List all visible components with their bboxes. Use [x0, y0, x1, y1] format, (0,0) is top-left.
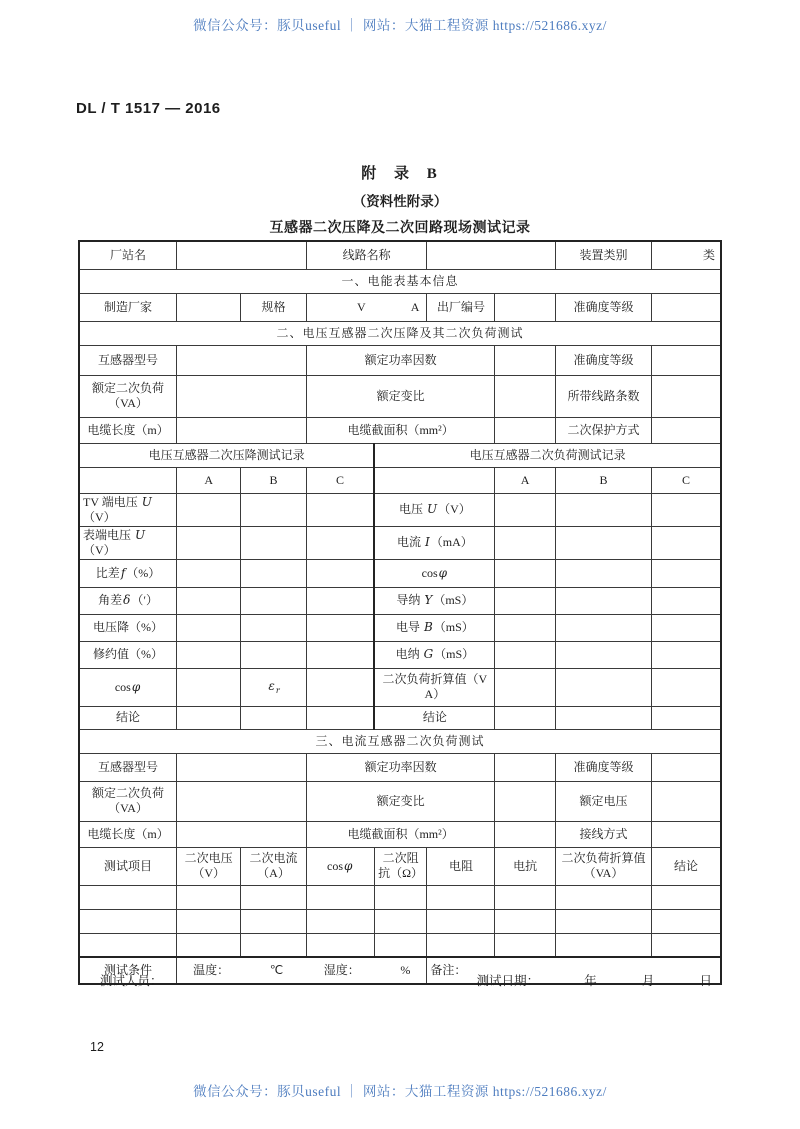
- label-text: V: [357, 299, 366, 314]
- label-text: 电压互感器二次压降测试记录: [148, 447, 305, 462]
- record-title: 互感器二次压降及二次回路现场测试记录: [269, 221, 531, 236]
- field-value-empty: [241, 933, 306, 957]
- label-text: 二次电压（V）: [184, 851, 233, 880]
- label-text: 测试项目: [104, 858, 153, 873]
- title-block: [0, 162, 800, 237]
- field-value-empty: [177, 345, 307, 375]
- field-value-empty: [652, 345, 721, 375]
- field-value-empty: [652, 706, 721, 729]
- field-value-empty: [495, 781, 555, 821]
- field-value-empty: [427, 933, 495, 957]
- field-value-empty: [495, 821, 555, 847]
- field-value-empty: [495, 668, 555, 706]
- field-label: [555, 847, 651, 885]
- field-value-empty: [652, 614, 721, 641]
- label-text: 出厂编号: [436, 299, 485, 314]
- label-text: I: [425, 535, 430, 549]
- label-text: （mS）: [433, 593, 474, 607]
- label-text: 制造厂家: [104, 299, 153, 314]
- field-label: [306, 417, 495, 443]
- label-text: 结论: [674, 858, 699, 873]
- section-header: [79, 729, 721, 753]
- label-text: A: [204, 472, 213, 487]
- label-text: 结论: [116, 710, 141, 724]
- field-value-empty: [427, 909, 495, 933]
- label-text: （%）: [126, 565, 161, 580]
- field-value-empty: [177, 559, 241, 587]
- field-label: [306, 241, 427, 269]
- field-value-empty: [652, 821, 721, 847]
- epsilon-label: [241, 668, 306, 706]
- table-row: [79, 241, 721, 269]
- label-text: 电缆长度（m）: [87, 826, 169, 841]
- table-row: [79, 293, 721, 321]
- test-date-block: [477, 971, 722, 989]
- table-row: [79, 526, 721, 559]
- label-text: 规格: [261, 299, 286, 314]
- label-text: 线路名称: [342, 247, 391, 262]
- table-row: [79, 375, 721, 417]
- field-value-empty: [652, 559, 721, 587]
- field-value-empty: [306, 526, 374, 559]
- label-text: B: [269, 472, 278, 487]
- table-row: [79, 729, 721, 753]
- label-text: 二次负荷折算值（VA）: [382, 672, 488, 701]
- label-text: φ: [344, 858, 353, 873]
- field-value-empty: [555, 706, 651, 729]
- spec-units: [306, 293, 427, 321]
- field-label: [79, 526, 177, 559]
- field-value-empty: [177, 293, 241, 321]
- field-value-empty: [177, 753, 307, 781]
- table-row: [79, 559, 721, 587]
- field-value-empty: [495, 345, 555, 375]
- field-value-empty: [79, 933, 177, 957]
- label-text: 一、电能表基本信息: [341, 273, 459, 288]
- field-value-empty: [306, 933, 374, 957]
- field-label: [79, 821, 177, 847]
- field-value-empty: [177, 909, 241, 933]
- field-value-empty: [177, 781, 307, 821]
- label-text: 电缆长度（m）: [87, 422, 169, 437]
- field-value-empty: [306, 559, 374, 587]
- table-row: [79, 885, 721, 909]
- field-label: [79, 587, 177, 614]
- label-text: U: [141, 494, 152, 509]
- field-value-empty: [495, 753, 555, 781]
- field-value-empty: [306, 668, 374, 706]
- field-value-empty: [495, 417, 555, 443]
- field-value-empty: [241, 706, 306, 729]
- label-text: 温度：: [193, 963, 230, 977]
- field-label: [374, 614, 495, 641]
- field-value-empty: [306, 641, 374, 668]
- field-value-empty: [555, 933, 651, 957]
- field-label: [306, 753, 495, 781]
- field-label: [241, 847, 306, 885]
- label-text: φ: [438, 565, 448, 580]
- label-text: 所带线路条数: [567, 388, 640, 403]
- field-label: [79, 241, 177, 269]
- field-label: [652, 467, 721, 493]
- field-value-empty: [79, 909, 177, 933]
- label-text: 电纳: [395, 647, 423, 661]
- label-text: （V）: [83, 542, 116, 557]
- field-value-empty: [177, 587, 241, 614]
- field-label: [79, 706, 177, 729]
- label-text: ℃: [269, 963, 284, 977]
- label-text: 备注：: [430, 963, 467, 977]
- field-label: [241, 293, 306, 321]
- label-text: 互感器型号: [98, 352, 159, 367]
- label-text: 湿度：: [323, 963, 360, 977]
- field-value-empty: [427, 885, 495, 909]
- table-row: [79, 821, 721, 847]
- label-text: 互感器型号: [98, 759, 159, 774]
- field-label: [177, 847, 241, 885]
- field-value-empty: [177, 417, 307, 443]
- label-text: φ: [131, 679, 141, 694]
- field-value-empty: [495, 375, 555, 417]
- field-value-empty: [241, 526, 306, 559]
- date-label: 测试日期：: [476, 974, 540, 988]
- top-watermark: 微信公众号：豚贝useful ｜ 网站：大猫工程资源 https://521686.xyz/: [193, 18, 607, 33]
- field-label: [555, 781, 651, 821]
- field-label: [555, 417, 651, 443]
- field-value-empty: [652, 885, 721, 909]
- field-value-empty: [652, 526, 721, 559]
- field-label: [79, 614, 177, 641]
- field-label: [79, 417, 177, 443]
- field-label: [652, 847, 721, 885]
- field-label: [374, 668, 495, 706]
- table-row: [79, 933, 721, 957]
- field-value-empty: [495, 493, 555, 526]
- label-text: cos: [327, 858, 344, 873]
- field-value-empty: [555, 614, 651, 641]
- table-row: [79, 417, 721, 443]
- label-text: 额定变比: [376, 388, 425, 403]
- field-value-empty: [79, 885, 177, 909]
- label-text: 三、电流互感器二次负荷测试: [315, 733, 485, 748]
- label-text: cos: [421, 565, 438, 580]
- label-text: r: [275, 685, 280, 695]
- field-label: [306, 847, 374, 885]
- subtable-title-secondary-burden: [374, 443, 721, 467]
- label-text: 二、电压互感器二次压降及其二次负荷测试: [276, 325, 524, 340]
- field-value-empty: [306, 587, 374, 614]
- label-text: 修约值（%）: [93, 647, 164, 661]
- label-text: 电阻: [448, 858, 473, 873]
- appendix-subtitle: （资料性附录）: [352, 194, 448, 209]
- table-row: [79, 321, 721, 345]
- label-text: B: [599, 472, 608, 487]
- label-text: 测试条件: [104, 963, 153, 977]
- field-value-empty: [241, 493, 306, 526]
- table-row: [79, 753, 721, 781]
- table-row: [79, 345, 721, 375]
- field-label: [555, 467, 651, 493]
- table-row: [79, 614, 721, 641]
- label-text: 电缆截面积（mm²）: [347, 422, 454, 437]
- signature-row: [78, 971, 722, 989]
- label-text: （mS）: [434, 647, 475, 661]
- field-value-empty: [495, 526, 555, 559]
- label-text: 电压: [398, 502, 426, 516]
- field-label: [79, 293, 177, 321]
- field-label: [555, 293, 651, 321]
- field-label: [79, 847, 177, 885]
- field-value-empty: [652, 753, 721, 781]
- label-text: B: [423, 620, 433, 634]
- table-row: [79, 847, 721, 885]
- field-value-empty: [495, 909, 555, 933]
- label-text: （V）: [438, 502, 471, 516]
- label-text: 额定功率因数: [364, 759, 437, 774]
- label-text: Y: [424, 593, 433, 607]
- field-label: [79, 668, 177, 706]
- field-value-empty: [177, 706, 241, 729]
- appendix-title: 附 录 B: [361, 166, 439, 182]
- field-label: [555, 821, 651, 847]
- field-value-empty: [177, 493, 241, 526]
- label-text: 类: [702, 247, 715, 262]
- field-label: [306, 375, 495, 417]
- field-value-empty: [652, 293, 721, 321]
- label-text: U: [135, 527, 146, 542]
- label-text: （mS）: [433, 620, 474, 634]
- label-text: A: [410, 299, 420, 314]
- field-value-empty: [306, 706, 374, 729]
- field-value-empty: [555, 641, 651, 668]
- field-value-empty: [374, 933, 427, 957]
- label-text: 电流: [396, 535, 424, 549]
- subtable-title-voltage-drop: [79, 443, 374, 467]
- label-text: （V）: [83, 509, 116, 524]
- label-text: δ: [123, 593, 131, 607]
- page-number: 12: [90, 1040, 104, 1054]
- label-text: cos: [114, 679, 131, 694]
- field-label: [495, 847, 555, 885]
- field-value-empty: [652, 493, 721, 526]
- field-value-empty: [241, 885, 306, 909]
- section-header: [79, 321, 721, 345]
- field-label: [79, 641, 177, 668]
- field-value-empty: [555, 587, 651, 614]
- field-label: [555, 241, 651, 269]
- field-label: [79, 559, 177, 587]
- label-text: U: [426, 502, 438, 516]
- field-value-empty: [495, 587, 555, 614]
- label-text: 结论: [422, 710, 447, 724]
- field-label: [374, 641, 495, 668]
- test-record-table: [78, 240, 722, 985]
- label-text: 表端电压: [83, 527, 135, 542]
- field-value-empty: [177, 641, 241, 668]
- field-value-empty: [241, 614, 306, 641]
- standard-number: DL / T 1517 — 2016: [76, 100, 221, 117]
- field-value-empty: [495, 706, 555, 729]
- date-year-label: 年: [584, 974, 597, 988]
- field-label: [374, 847, 427, 885]
- field-label: [79, 753, 177, 781]
- label-text: A: [520, 472, 530, 487]
- field-value-empty: [652, 375, 721, 417]
- table-row: [79, 443, 721, 467]
- label-text: 电缆截面积（mm²）: [347, 826, 454, 841]
- table-row: [79, 909, 721, 933]
- field-label: [306, 345, 495, 375]
- field-label: [306, 781, 495, 821]
- field-value-empty: [555, 885, 651, 909]
- field-value-empty: [177, 526, 241, 559]
- field-value-empty: [241, 909, 306, 933]
- field-value-empty: [177, 885, 241, 909]
- label-text: ε: [268, 678, 275, 693]
- field-value-empty: [495, 885, 555, 909]
- field-value-empty: [241, 641, 306, 668]
- label-text: 二次电流（A）: [249, 851, 298, 880]
- field-label: [427, 293, 495, 321]
- field-value-empty: [555, 526, 651, 559]
- label-text: 装置类别: [579, 247, 628, 262]
- label-text: 电导: [395, 620, 423, 634]
- field-label: [374, 526, 495, 559]
- field-label: [79, 375, 177, 417]
- field-value-empty: [306, 909, 374, 933]
- label-text: C: [336, 472, 345, 487]
- field-value-empty: [241, 587, 306, 614]
- label-text: 导纳: [396, 593, 424, 607]
- field-value-empty: [241, 559, 306, 587]
- field-value-empty: [79, 467, 177, 493]
- table-row: [79, 668, 721, 706]
- label-text: 电抗: [513, 858, 538, 873]
- label-text: 额定二次负荷（VA）: [92, 381, 165, 410]
- field-value-empty: [306, 885, 374, 909]
- label-text: 电压互感器二次负荷测试记录: [469, 447, 626, 462]
- field-value-empty: [555, 559, 651, 587]
- label-text: 额定变比: [376, 793, 425, 808]
- field-label: [555, 375, 651, 417]
- table-row: [79, 467, 721, 493]
- field-value-empty: [652, 417, 721, 443]
- test-record-table-wrap: [78, 240, 722, 985]
- section-header: [79, 269, 721, 293]
- field-label: [427, 847, 495, 885]
- field-label: [374, 559, 495, 587]
- label-text: 准确度等级: [573, 299, 634, 314]
- tester-label: 测试人员：: [100, 974, 163, 988]
- field-value-empty: [374, 909, 427, 933]
- table-row: [79, 706, 721, 729]
- field-label: [374, 706, 495, 729]
- field-value-empty: [652, 587, 721, 614]
- label-text: 二次负荷折算值（VA）: [561, 851, 646, 880]
- field-label: [555, 753, 651, 781]
- label-text: （′）: [131, 593, 158, 607]
- date-month-label: 月: [641, 974, 655, 988]
- field-label: [79, 345, 177, 375]
- bottom-watermark: 微信公众号：豚贝useful ｜ 网站：大猫工程资源 https://521686.xyz/: [193, 1084, 607, 1099]
- label-text: （mA）: [430, 535, 473, 549]
- table-row: [79, 781, 721, 821]
- label-text: 额定功率因数: [364, 352, 437, 367]
- field-value-empty: [652, 781, 721, 821]
- field-label: [555, 345, 651, 375]
- field-value-empty: [177, 933, 241, 957]
- field-value-empty: [495, 641, 555, 668]
- field-value-empty: [652, 909, 721, 933]
- field-value-empty: [652, 641, 721, 668]
- field-label: [495, 467, 555, 493]
- table-row: [79, 269, 721, 293]
- label-text: 角差: [98, 593, 123, 607]
- label-text: f: [120, 565, 126, 580]
- field-value-empty: [427, 241, 555, 269]
- label-text: 厂站名: [110, 247, 147, 262]
- table-row: [79, 587, 721, 614]
- field-value-empty: [306, 493, 374, 526]
- label-text: 二次保护方式: [567, 422, 640, 437]
- label-text: %: [400, 963, 411, 977]
- field-label: [306, 821, 495, 847]
- table-row: [79, 641, 721, 668]
- field-value-empty: [177, 375, 307, 417]
- label-text: C: [682, 472, 691, 487]
- field-value-empty: [495, 293, 555, 321]
- label-text: G: [423, 647, 434, 661]
- table-row: [79, 493, 721, 526]
- field-label: [374, 493, 495, 526]
- device-class-unit: [652, 241, 721, 269]
- field-value-empty: [652, 668, 721, 706]
- label-text: TV 端电压: [83, 494, 141, 509]
- field-label: [374, 587, 495, 614]
- label-text: 比差: [95, 565, 120, 580]
- date-day-label: 日: [699, 974, 712, 988]
- field-value-empty: [177, 668, 241, 706]
- label-text: 准确度等级: [573, 759, 634, 774]
- field-value-empty: [374, 467, 495, 493]
- field-value-empty: [495, 933, 555, 957]
- field-label: [306, 467, 374, 493]
- label-text: 二次阻抗（Ω）: [378, 851, 424, 880]
- field-value-empty: [306, 614, 374, 641]
- field-value-empty: [555, 909, 651, 933]
- field-value-empty: [555, 668, 651, 706]
- label-text: 额定二次负荷（VA）: [92, 786, 165, 815]
- field-value-empty: [177, 821, 307, 847]
- field-label: [79, 781, 177, 821]
- label-text: 额定电压: [579, 793, 628, 808]
- field-label: [241, 467, 306, 493]
- field-value-empty: [177, 241, 307, 269]
- field-label: [79, 493, 177, 526]
- label-text: 电压降（%）: [93, 620, 164, 634]
- label-text: 接线方式: [579, 826, 628, 841]
- label-text: 准确度等级: [573, 352, 634, 367]
- field-value-empty: [374, 885, 427, 909]
- field-value-empty: [495, 559, 555, 587]
- field-value-empty: [495, 614, 555, 641]
- field-label: [177, 467, 241, 493]
- field-value-empty: [555, 493, 651, 526]
- field-value-empty: [652, 933, 721, 957]
- field-value-empty: [177, 614, 241, 641]
